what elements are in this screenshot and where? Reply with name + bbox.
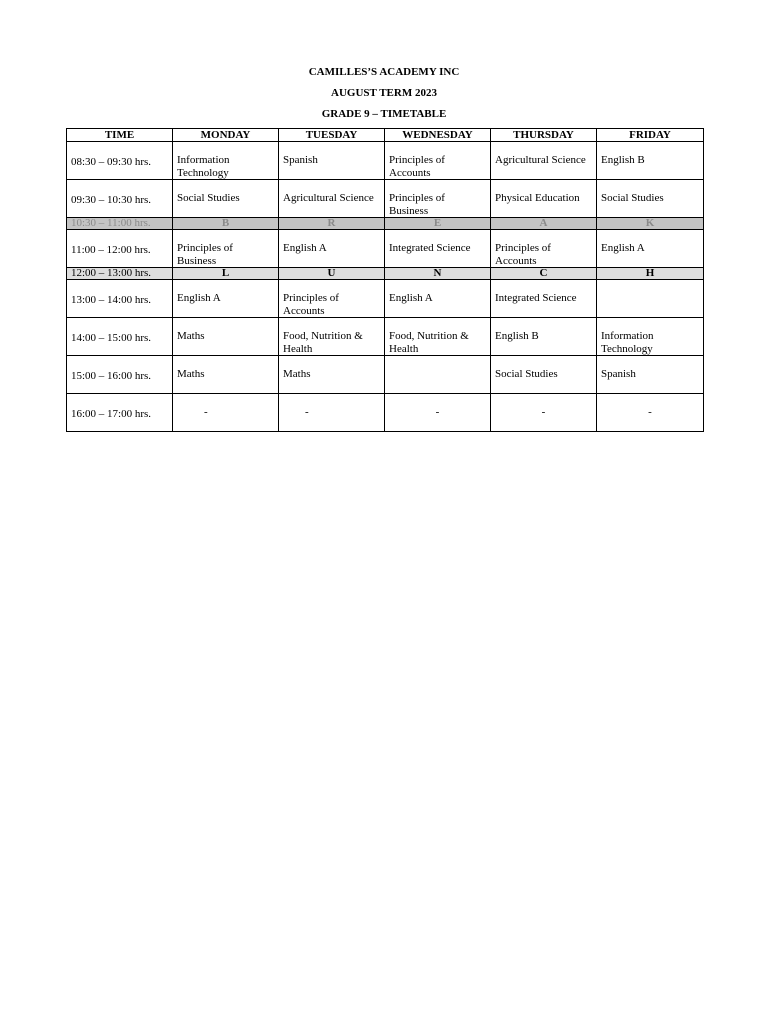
time-slot-cell bbox=[67, 394, 173, 432]
lunch-letter: U bbox=[279, 268, 385, 280]
break-letter: K bbox=[597, 218, 704, 230]
subject-friday: Information Technology bbox=[601, 330, 654, 355]
lunch-letter: L bbox=[173, 268, 279, 280]
subject-cell bbox=[279, 230, 385, 268]
subject-tuesday: Principles of Accounts bbox=[283, 292, 339, 317]
break-letter: R bbox=[279, 218, 385, 230]
subject-monday: English A bbox=[177, 292, 221, 304]
table-row bbox=[67, 280, 704, 318]
time-slot-cell bbox=[67, 318, 173, 356]
subject-cell bbox=[279, 394, 385, 432]
subject-cell bbox=[279, 142, 385, 180]
time-slot-cell bbox=[67, 180, 173, 218]
subject-cell bbox=[491, 230, 597, 268]
subject-friday: Spanish bbox=[601, 368, 636, 380]
subject-cell bbox=[491, 356, 597, 394]
subject-friday: English B bbox=[601, 154, 645, 166]
subject-wednesday: English A bbox=[389, 292, 433, 304]
table-row bbox=[67, 318, 704, 356]
column-header-tuesday: TUESDAY bbox=[279, 129, 385, 142]
break-letter: A bbox=[491, 218, 597, 230]
timetable bbox=[66, 128, 704, 432]
subject-monday: Maths bbox=[177, 330, 205, 342]
subject-cell bbox=[597, 318, 704, 356]
subject-cell bbox=[173, 180, 279, 218]
lunch-row bbox=[67, 268, 704, 280]
table-row bbox=[67, 230, 704, 268]
subject-tuesday: - bbox=[305, 406, 309, 418]
subject-cell bbox=[173, 230, 279, 268]
table-row bbox=[67, 356, 704, 394]
time-slot-cell bbox=[67, 142, 173, 180]
time-slot: 12:00 – 13:00 hrs. bbox=[67, 268, 173, 280]
time-slot: 15:00 – 16:00 hrs. bbox=[71, 370, 152, 382]
time-slot: 10:30 – 11:00 hrs. bbox=[67, 218, 173, 230]
subject-cell bbox=[491, 394, 597, 432]
subject-cell bbox=[385, 318, 491, 356]
subject-tuesday: Food, Nutrition & Health bbox=[283, 330, 363, 355]
time-slot-cell bbox=[67, 230, 173, 268]
school-name: CAMILLES’S ACADEMY INC bbox=[308, 66, 460, 78]
column-header-wednesday: WEDNESDAY bbox=[385, 129, 491, 142]
subject-cell bbox=[385, 180, 491, 218]
subject-monday: Principles of Business bbox=[177, 242, 233, 267]
time-slot-cell bbox=[67, 280, 173, 318]
subject-cell bbox=[173, 356, 279, 394]
timetable-title: GRADE 9 – TIMETABLE bbox=[321, 108, 447, 120]
subject-cell bbox=[491, 180, 597, 218]
subject-cell bbox=[385, 280, 491, 318]
subject-cell bbox=[491, 142, 597, 180]
subject-wednesday bbox=[389, 356, 486, 368]
header-row bbox=[67, 129, 704, 142]
subject-cell bbox=[597, 142, 704, 180]
break-row bbox=[67, 218, 704, 230]
subject-cell bbox=[173, 318, 279, 356]
term-label: AUGUST TERM 2023 bbox=[331, 87, 437, 99]
subject-thursday: Physical Education bbox=[495, 192, 580, 204]
subject-thursday: Agricultural Science bbox=[495, 154, 586, 166]
table-row bbox=[67, 142, 704, 180]
subject-cell bbox=[173, 394, 279, 432]
time-slot: 13:00 – 14:00 hrs. bbox=[71, 294, 152, 306]
subject-cell bbox=[279, 280, 385, 318]
subject-wednesday: Principles of Business bbox=[389, 192, 445, 217]
subject-wednesday: - bbox=[435, 406, 440, 418]
subject-thursday: English B bbox=[495, 330, 539, 342]
subject-thursday: Principles of Accounts bbox=[495, 242, 551, 267]
time-slot: 16:00 – 17:00 hrs. bbox=[71, 408, 152, 420]
subject-cell bbox=[385, 356, 491, 394]
subject-tuesday: Agricultural Science bbox=[283, 192, 374, 204]
lunch-letter: C bbox=[491, 268, 597, 280]
time-slot: 11:00 – 12:00 hrs. bbox=[71, 244, 151, 256]
lunch-letter: N bbox=[385, 268, 491, 280]
subject-cell bbox=[597, 356, 704, 394]
subject-friday: Social Studies bbox=[601, 192, 664, 204]
subject-friday bbox=[601, 280, 699, 292]
column-header-monday: MONDAY bbox=[173, 129, 279, 142]
time-slot: 08:30 – 09:30 hrs. bbox=[71, 156, 152, 168]
subject-thursday: Integrated Science bbox=[495, 292, 577, 304]
subject-tuesday: Spanish bbox=[283, 154, 318, 166]
subject-cell bbox=[597, 180, 704, 218]
subject-cell bbox=[597, 394, 704, 432]
subject-friday: English A bbox=[601, 242, 645, 254]
subject-tuesday: English A bbox=[283, 242, 327, 254]
subject-thursday: Social Studies bbox=[495, 368, 558, 380]
subject-wednesday: Food, Nutrition & Health bbox=[389, 330, 469, 355]
subject-wednesday: Principles of Accounts bbox=[389, 154, 445, 179]
subject-monday: Social Studies bbox=[177, 192, 240, 204]
table-row bbox=[67, 180, 704, 218]
subject-cell bbox=[385, 230, 491, 268]
column-header-time: TIME bbox=[67, 129, 173, 142]
column-header-thursday: THURSDAY bbox=[491, 129, 597, 142]
subject-wednesday: Integrated Science bbox=[389, 242, 471, 254]
subject-thursday: - bbox=[541, 406, 546, 418]
table-row bbox=[67, 394, 704, 432]
subject-friday: - bbox=[648, 406, 652, 418]
subject-monday: - bbox=[204, 406, 208, 418]
break-letter: B bbox=[173, 218, 279, 230]
subject-cell bbox=[173, 142, 279, 180]
subject-cell bbox=[385, 394, 491, 432]
subject-tuesday: Maths bbox=[283, 368, 311, 380]
subject-cell bbox=[491, 318, 597, 356]
subject-cell bbox=[279, 180, 385, 218]
subject-cell bbox=[173, 280, 279, 318]
subject-cell bbox=[279, 318, 385, 356]
subject-cell bbox=[491, 280, 597, 318]
break-letter: E bbox=[385, 218, 491, 230]
subject-cell bbox=[385, 142, 491, 180]
subject-cell bbox=[279, 356, 385, 394]
time-slot: 14:00 – 15:00 hrs. bbox=[71, 332, 152, 344]
subject-monday: Maths bbox=[177, 368, 205, 380]
subject-cell bbox=[597, 230, 704, 268]
time-slot: 09:30 – 10:30 hrs. bbox=[71, 194, 152, 206]
subject-cell bbox=[597, 280, 704, 318]
column-header-friday: FRIDAY bbox=[597, 129, 704, 142]
time-slot-cell bbox=[67, 356, 173, 394]
subject-monday: Information Technology bbox=[177, 154, 230, 179]
lunch-letter: H bbox=[597, 268, 704, 280]
